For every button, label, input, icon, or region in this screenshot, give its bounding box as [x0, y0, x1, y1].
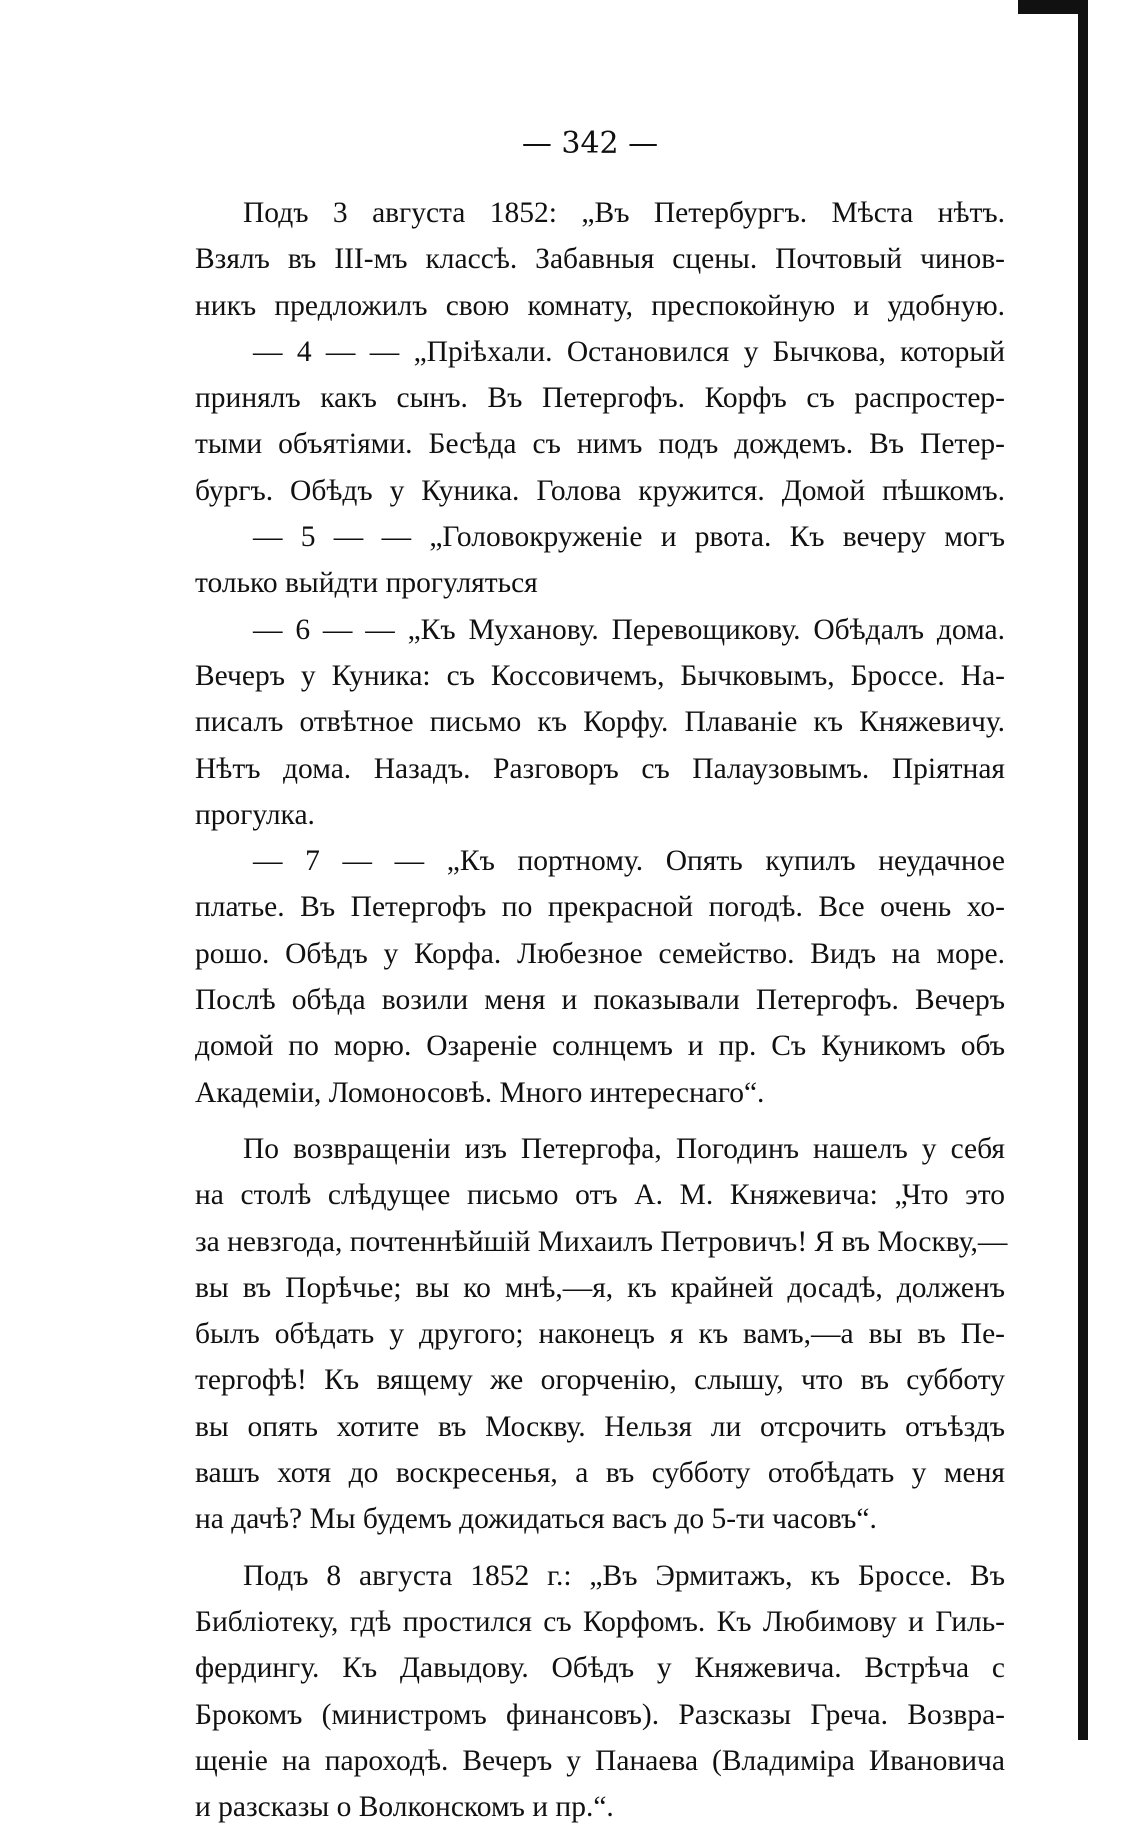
text-line: тыми объятіями. Бесѣда съ нимъ подъ дождемъ. Въ Петер- — [195, 428, 1005, 461]
text-line: платье. Въ Петергофъ по прекрасной погодѣ. Все очень хо- — [195, 891, 1005, 924]
text-line: вы опять хотите въ Москву. Нельзя ли отсрочить отъѣздъ — [195, 1410, 1005, 1443]
scan-edge-right — [1078, 0, 1088, 1740]
text-line: Послѣ обѣда возили меня и показывали Петергофъ. Вечеръ — [195, 984, 1005, 1017]
text-line: только выйдти прогуляться — [195, 567, 538, 600]
body-text — [195, 190, 1008, 1830]
text-line: на дачѣ? Мы будемъ дожидаться васъ до 5-ти часовъ“. — [195, 1503, 877, 1536]
text-line: принялъ какъ сынъ. Въ Петергофъ. Корфъ съ распростер- — [195, 382, 1005, 415]
text-line: вы въ Порѣчье; вы ко мнѣ,—я, къ крайней досадѣ, долженъ — [195, 1271, 1005, 1304]
text-line: Академіи, Ломоносовѣ. Много интереснаго“. — [195, 1076, 765, 1109]
text-line: тергофѣ! Къ вящему же огорченію, слышу, что въ субботу — [195, 1364, 1005, 1397]
text-line: щеніе на пароходѣ. Вечеръ у Панаева (Владиміра Ивановича — [195, 1744, 1005, 1777]
text-line: фердингу. Къ Давыдову. Обѣдъ у Княжевича. Встрѣча с — [195, 1652, 1005, 1685]
text-line: былъ обѣдать у другого; наконецъ я къ вамъ,—а вы въ Пе- — [195, 1318, 1005, 1351]
text-line: — 5 — — „Головокруженіе и рвота. Къ вечеру могъ — [253, 521, 1005, 554]
text-line: на столѣ слѣдущее письмо отъ А. М. Княжевича: „Что это — [195, 1179, 1005, 1212]
text-line: Вечеръ у Куника: съ Коссовичемъ, Бычковымъ, Броссе. На- — [195, 659, 1005, 692]
text-line: бургъ. Обѣдъ у Куника. Голова кружится. Домой пѣшкомъ. — [195, 474, 1005, 507]
text-line: вашъ хотя до воскресенья, а въ субботу отобѣдать у меня — [195, 1457, 1005, 1490]
text-line: По возвращеніи изъ Петергофа, Погодинъ нашелъ у себя — [243, 1132, 1005, 1165]
text-line: за невзгода, почтеннѣйшій Михаилъ Петровичъ! Я въ Москву,— — [195, 1225, 1008, 1258]
text-line: Подъ 3 августа 1852: „Въ Петербургъ. Мѣста нѣтъ. — [243, 197, 1005, 229]
text-line: Взялъ въ III-мъ классѣ. Забавныя сцены. Почтовый чинов- — [195, 243, 1005, 276]
text-line: — 7 — — „Къ портному. Опять купилъ неудачное — [253, 845, 1005, 878]
text-line: Нѣтъ дома. Назадъ. Разговоръ съ Палаузовымъ. Пріятная — [195, 752, 1005, 785]
text-line: прогулка. — [195, 798, 315, 831]
text-line: домой по морю. Озареніе солнцемъ и пр. Съ Куникомъ объ — [195, 1030, 1005, 1063]
text-line: — 6 — — „Къ Муханову. Перевощикову. Обѣдалъ дома. — [253, 613, 1005, 646]
text-line: и разсказы о Волконскомъ и пр.“. — [195, 1791, 614, 1824]
text-line: — 4 — — „Пріѣхали. Остановился у Бычкова, который — [253, 335, 1005, 368]
text-line: Брокомъ (министромъ финансовъ). Разсказы Греча. Возвра- — [195, 1698, 1005, 1731]
text-line: писалъ отвѣтное письмо къ Корфу. Плаваніе къ Княжевичу. — [195, 706, 1005, 739]
text-line: Библіотеку, гдѣ простился съ Корфомъ. Къ Любимову и Гиль- — [195, 1605, 1005, 1638]
text-line: Подъ 8 августа 1852 г.: „Въ Эрмитажъ, къ Броссе. Въ — [243, 1559, 1005, 1592]
text-line: рошо. Обѣдъ у Корфа. Любезное семейство. Видъ на море. — [195, 937, 1005, 970]
page-number: — 342 — — [521, 126, 659, 161]
text-line: никъ предложилъ свою комнату, преспокойную и удобную. — [195, 289, 1005, 322]
